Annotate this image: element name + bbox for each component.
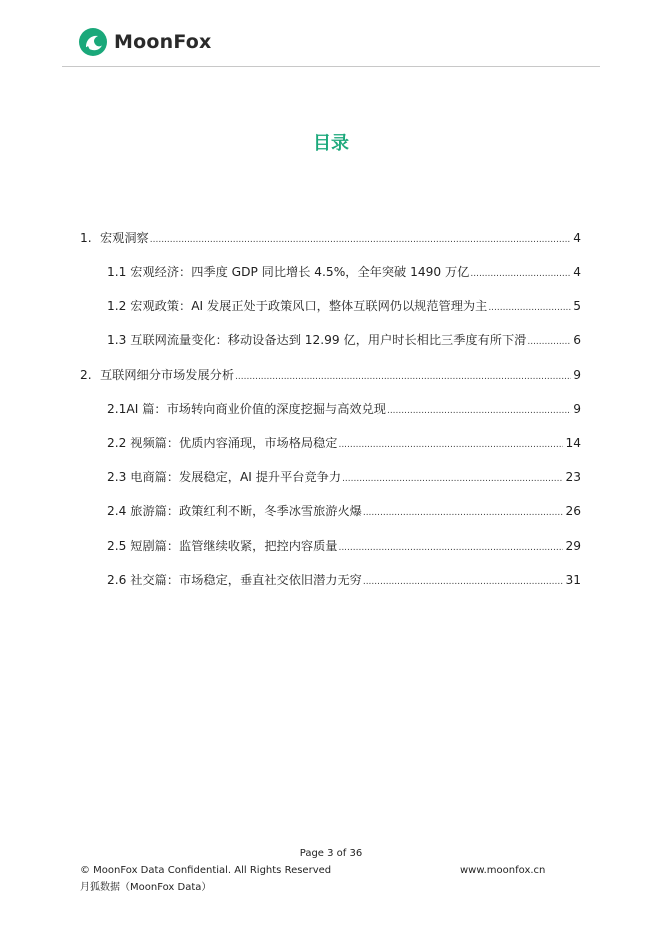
toc-leader-dots: [363, 504, 564, 522]
toc-entry-page: 4: [573, 265, 581, 279]
toc-entry-label: 2.6 社交篇：市场稳定，垂直社交依旧潜力无穷: [107, 573, 362, 587]
toc-entry-page: 6: [573, 333, 581, 347]
toc-entry-page: 5: [573, 299, 581, 313]
website-link[interactable]: www.moonfox.cn: [460, 865, 546, 876]
toc-entry-page: 14: [565, 436, 581, 450]
toc-leader-dots: [235, 368, 571, 386]
toc-entry-label: 2.3 电商篇：发展稳定，AI 提升平台竞争力: [107, 470, 342, 484]
toc-entry-label: 1.2 宏观政策：AI 发展正处于政策风口，整体互联网仍以规范管理为主: [107, 299, 488, 313]
toc-entry-label: 1.3 互联网流量变化：移动设备达到 12.99 亿，用户时长相比三季度有所下滑: [107, 333, 527, 347]
toc-entry-label: 2.1AI 篇：市场转向商业价值的深度挖掘与高效兑现: [107, 402, 386, 416]
moonfox-logo-icon: [78, 27, 108, 57]
brand-logo: [78, 27, 211, 57]
toc-entry-page: 26: [565, 504, 581, 518]
toc-entry-1-2[interactable]: [107, 297, 581, 317]
toc-entry-label: 宏观洞察: [100, 231, 149, 245]
toc-entry-number: 2.: [80, 368, 92, 382]
brand-name: MoonFox: [114, 31, 212, 53]
toc-entry-page: 4: [573, 231, 581, 245]
toc-leader-dots: [150, 231, 571, 249]
toc-entry-page: 23: [565, 470, 581, 484]
toc-entry-1-1[interactable]: [107, 263, 581, 283]
toc-leader-dots: [527, 333, 571, 351]
toc-entry-page: 9: [573, 368, 581, 382]
header-divider: [62, 66, 600, 67]
toc-leader-dots: [488, 299, 571, 317]
toc-entry-label: 互联网细分市场发展分析: [100, 368, 235, 382]
page-header: [0, 0, 662, 68]
brand-chinese-name: 月狐数据（MoonFox Data）: [80, 882, 212, 893]
toc-leader-dots: [470, 265, 571, 283]
toc-leader-dots: [387, 402, 571, 420]
toc-leader-dots: [342, 470, 563, 488]
toc-entry-1-3[interactable]: [107, 331, 581, 351]
toc-entry-page: 29: [565, 539, 581, 553]
toc-entry-2-2[interactable]: [107, 434, 581, 454]
toc-entry-2[interactable]: [80, 366, 581, 386]
toc-title: 目录: [313, 133, 349, 154]
toc-entry-label: 2.2 视频篇：优质内容涌现，市场格局稳定: [107, 436, 338, 450]
toc-leader-dots: [363, 573, 564, 591]
toc-entry-2-4[interactable]: [107, 502, 581, 522]
toc-entry-2-1[interactable]: [107, 400, 581, 420]
toc-entry-2-5[interactable]: [107, 537, 581, 557]
toc-leader-dots: [338, 436, 563, 454]
toc-entry-page: 31: [565, 573, 581, 587]
toc-entry-label: 1.1 宏观经济：四季度 GDP 同比增长 4.5%，全年突破 1490 万亿: [107, 265, 470, 279]
toc-entry-2-3[interactable]: [107, 468, 581, 488]
copyright-notice: © MoonFox Data Confidential. All Rights Reserved: [80, 865, 332, 876]
toc-entry-label: 2.5 短剧篇：监管继续收紧，把控内容质量: [107, 539, 338, 553]
toc-entry-number: 1.: [80, 231, 92, 245]
toc-entry-2-6[interactable]: [107, 571, 581, 591]
page-number: Page 3 of 36: [299, 848, 363, 859]
toc-entry-page: 9: [573, 402, 581, 416]
toc-entry-1[interactable]: [80, 229, 581, 249]
toc-entry-label: 2.4 旅游篇：政策红利不断，冬季冰雪旅游火爆: [107, 504, 362, 518]
toc-leader-dots: [338, 539, 563, 557]
